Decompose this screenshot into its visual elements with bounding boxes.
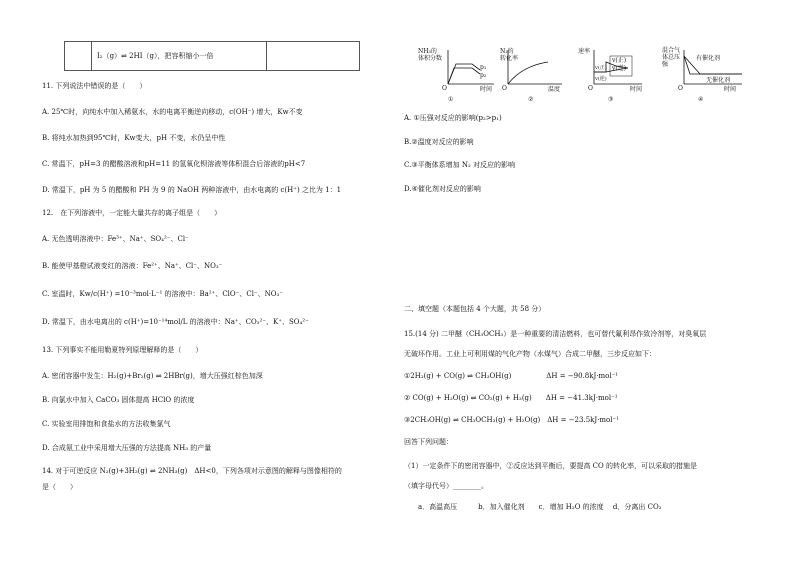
question-15-1-cont: （填字母代号）________。 [404,482,488,490]
question-14-cont: 是（ ） [42,483,77,491]
graph-4-ylabel: 体总压 [662,54,681,61]
graph-2-xlabel: 温度 [548,86,561,93]
graph-2 [496,44,568,104]
graph-1-p2: p₂ [480,72,487,79]
graph-1 [418,44,496,104]
option-13d: D. 合成氨工业中采用增大压强的方法提高 NH₃ 的产量 [42,444,212,452]
graph-1-ylabel: 体积分数 [418,55,443,62]
question-11: 11. 下列说法中错误的是（ ） [42,82,147,90]
option-12d: D. 常温下，由水电离出的 c(H⁺)=10⁻¹⁴mol/L 的溶液中：Na⁺、CO₃²⁻、K⁺、SO₄²⁻ [42,318,309,326]
graph-1-origin: O [442,85,447,92]
section-heading: 二、填空题（本题包括 4 个大题，共 58 分） [404,305,546,313]
graph-4-number: ④ [698,96,704,103]
option-12a: A. 无色透明溶液中：Fe³⁺、Na⁺、SO₄²⁻、Cl⁻ [42,235,189,243]
graph-4 [660,44,746,104]
graph-1-number: ① [448,96,454,103]
table-cell-text: I₂（g）⇌ 2HI（g），把容积缩小一倍 [97,52,214,60]
option-12c: C. 室温时，Kw/c(H⁺) =10⁻³mol·L⁻¹ 的溶液中：Ba²⁺、ClO⁻、Cl⁻、NO₃⁻ [42,290,284,298]
question-12: 12. 在下列溶液中，一定能大量共存的离子组是（ ） [42,209,222,217]
graph-1-xlabel: 时间 [480,86,493,93]
graph-4-ylabel: 混合气 [662,47,681,54]
option-13a: A. 密闭容器中发生：H₂(g)+Br₂(g) ⇌ 2HBr(g)，增大压强红棕色加深 [42,372,263,380]
graph-4-nocat: 无催化剂 [706,77,731,84]
graph-2-origin: O [502,85,507,92]
graph-3 [574,44,650,104]
option-14b: B.②温度对反应的影响 [404,138,474,146]
reaction-1: ①2H₂(g) + CO(g) ⇌ CH₃OH(g) ΔH = −90.8kJ·mol⁻¹ [404,372,619,380]
graph-3-number: ③ [608,96,614,103]
graph-4-origin: O [678,85,683,92]
graph-1-ylabel: NH₃的 [418,48,437,55]
graph-3-ylabel: 速率 [578,48,591,55]
question-14: 14. 对于可逆反应 N₂(g)+3H₂(g) ⇌ 2NH₃(g) ΔH<0，下列各项对示意图的解释与图像相符的 [42,467,342,475]
answer-prompt: 回答下列问题： [404,438,453,446]
option-11b: B. 将纯水加热到95℃时，Kw变大，pH 不变，水仍呈中性 [42,134,226,142]
option-11c: C. 常温下，pH=3 的醋酸溶液和pH=11 的氢氧化钡溶液等体积混合后溶液的pH<7 [42,160,306,168]
question-15-1-options: a．高温高压 b．加入催化剂 c．增加 H₂O 的浓度 d．分离出 CO₂ [418,503,662,511]
graph-4-xlabel: 时间 [724,86,737,93]
reaction-3: ③2CH₃OH(g) ⇌ CH₃OCH₃(g) + H₂O(g) ΔH = −23.5kJ·mol⁻¹ [404,416,620,424]
question-15-1: （1）一定条件下的密闭容器中，②反应达到平衡后，要提高 CO 的转化率，可以采取的措施是 [404,462,697,470]
reaction-2: ② CO(g) + H₂O(g) ⇌ CO₂(g) + H₂(g) ΔH = −41.3kJ·mol⁻¹ [404,394,618,402]
question-13: 13. 下列事实不能用勒夏特列原理解释的是（ ） [42,346,203,354]
option-14a: A. ①压强对反应的影响(p₂>p₁) [404,114,502,122]
graph-3-v-rev2: v(逆) [595,76,607,82]
option-12b: B. 能使甲基橙试液变红的溶液：Fe²⁺、Na⁺、Cl⁻、NO₃⁻ [42,262,223,270]
graph-3-origin: O [588,85,593,92]
graph-4-cat: 有催化剂 [696,55,721,62]
top-table-row [64,41,360,71]
graph-3-v-rev: v(逆) [612,65,627,72]
option-11a: A. 25℃时，向纯水中加入稀氨水，水的电离平衡逆向移动，c(OH⁻) 增大，Kw不变 [42,108,303,116]
option-14c: C.③平衡体系增加 N₂ 对反应的影响 [404,161,515,169]
graph-1-p1: p₁ [480,64,487,71]
graph-3-v-fwd2: v(正) [595,65,607,71]
option-13c: C. 实验室用排饱和食盐水的方法收集氯气 [42,420,171,428]
option-13b: B. 向氯水中加入 CaCO₃ 固体提高 HClO 的浓度 [42,396,195,404]
graph-4-ylabel: 强 [662,61,669,68]
graph-2-ylabel: N₂的 [500,48,514,55]
table-cell-empty [65,42,92,70]
graph-2-number: ② [528,96,534,103]
graph-2-ylabel: 转化率 [500,55,519,62]
option-11d: D. 常温下，pH 为 5 的醋酸和 PH 为 9 的 NaOH 两种溶液中，由水电离的 c(H⁺) 之比为 1：1 [42,186,342,194]
table-cell-empty [266,42,359,70]
graph-3-xlabel: 时间 [630,86,643,93]
question-15-cont: 无破坏作用。工业上可利用煤的气化产物（水煤气）合成二甲醚，三步反应如下： [404,350,656,358]
option-14d: D.④催化剂对反应的影响 [404,185,481,193]
graph-3-v-fwd: v(正) [612,57,627,64]
question-15: 15.(14 分) 二甲醚（CH₃OCH₃）是一种重要的清洁燃料，也可替代氟利昂作致冷剂等，对臭氧层 [404,330,707,338]
